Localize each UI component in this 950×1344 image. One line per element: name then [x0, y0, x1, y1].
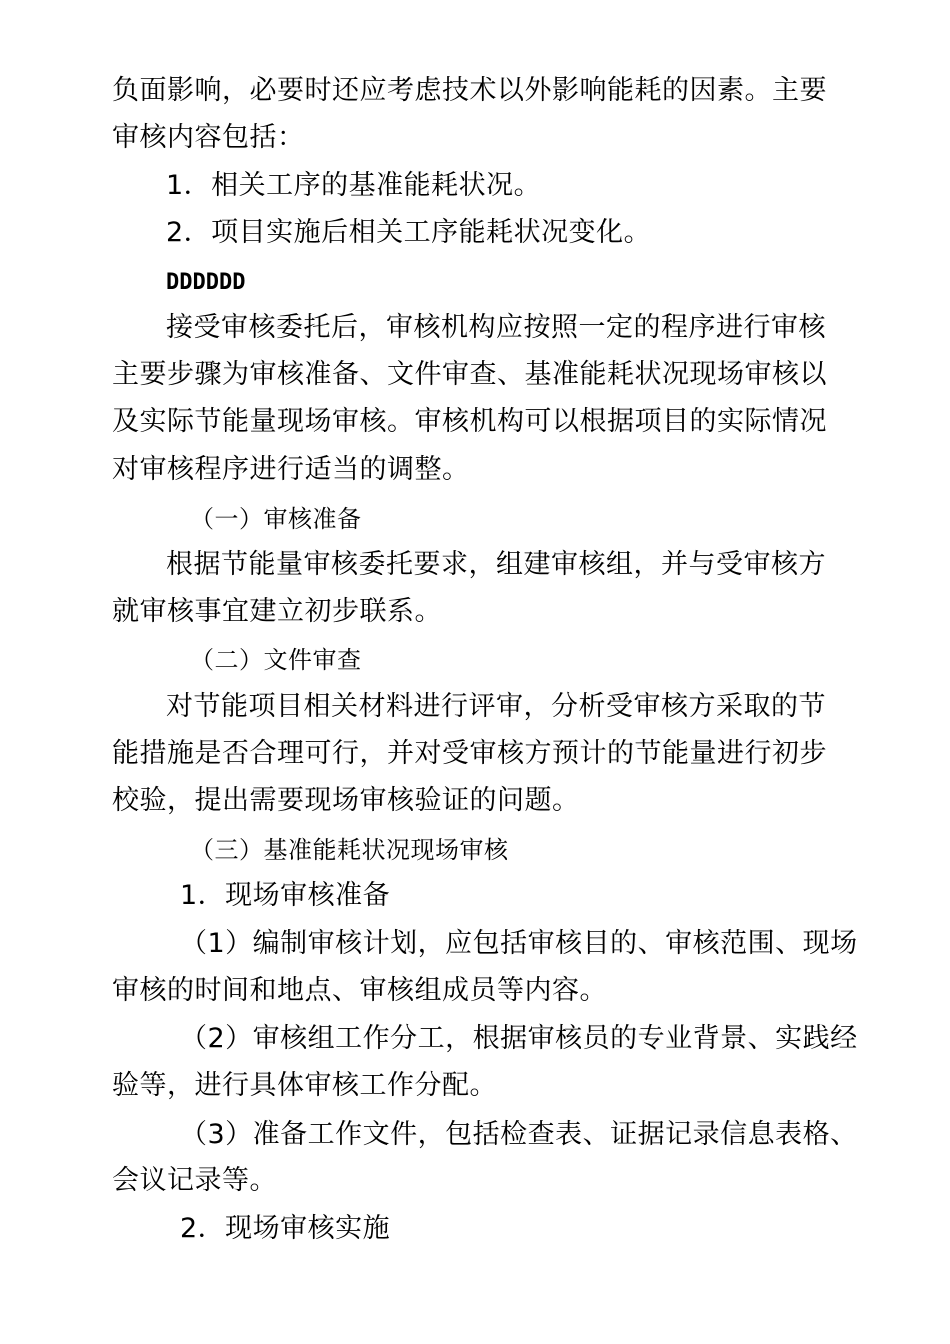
paragraph-line: 就审核事宜建立初步联系。 [112, 596, 442, 627]
paragraph-line: 审核内容包括： [112, 122, 305, 153]
paragraph-line: （2）审核组工作分工，根据审核员的专业背景、实践经 [180, 1023, 858, 1054]
list-item: 1．现场审核准备 [180, 880, 391, 911]
paragraph-line: 能措施是否合理可行，并对受审核方预计的节能量进行初步 [112, 738, 827, 769]
subsection-heading: （一）审核准备 [190, 505, 362, 533]
paragraph-line: 验等，进行具体审核工作分配。 [112, 1070, 497, 1101]
paragraph-line: 接受审核委托后，审核机构应按照一定的程序进行审核 [166, 312, 826, 343]
paragraph-line: 及实际节能量现场审核。审核机构可以根据项目的实际情况 [112, 406, 827, 437]
paragraph-line: （1）编制审核计划，应包括审核目的、审核范围、现场 [180, 928, 858, 959]
paragraph-line: 会议记录等。 [112, 1165, 277, 1196]
list-item: 2．项目实施后相关工序能耗状况变化。 [166, 217, 652, 248]
paragraph-line: 校验，提出需要现场审核验证的问题。 [112, 785, 580, 816]
subsection-heading: （二）文件审查 [190, 646, 362, 674]
paragraph-line: 根据节能量审核委托要求，组建审核组，并与受审核方 [166, 549, 826, 580]
paragraph-line: 对审核程序进行适当的调整。 [112, 454, 470, 485]
paragraph-line: （3）准备工作文件，包括检查表、证据记录信息表格、 [180, 1119, 858, 1150]
paragraph-line: 审核的时间和地点、审核组成员等内容。 [112, 975, 607, 1006]
subsection-heading: （三）基准能耗状况现场审核 [190, 836, 509, 864]
paragraph-line: 负面影响，必要时还应考虑技术以外影响能耗的因素。主要 [112, 75, 827, 106]
list-item: 2．现场审核实施 [180, 1213, 391, 1244]
list-item: 1．相关工序的基准能耗状况。 [166, 170, 542, 201]
section-heading: DDDDDD [166, 270, 246, 295]
paragraph-line: 主要步骤为审核准备、文件审查、基准能耗状况现场审核以 [112, 359, 827, 390]
paragraph-line: 对节能项目相关材料进行评审，分析受审核方采取的节 [166, 691, 826, 722]
